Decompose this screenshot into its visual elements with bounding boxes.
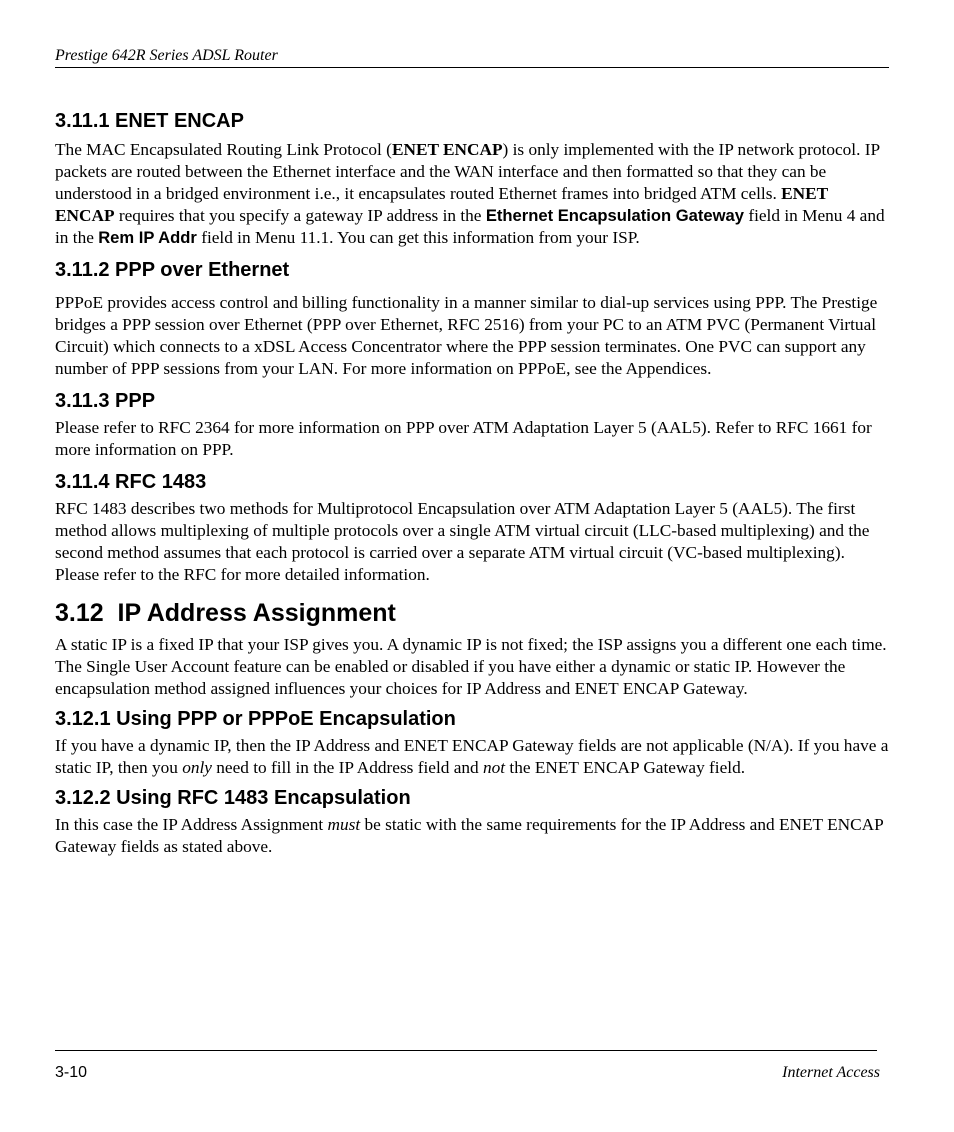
page-number: 3-10 [55,1064,88,1081]
paragraph-using-ppp-pppoe: If you have a dynamic IP, then the IP Address and ENET ENCAP Gateway fields are not applicable (N/A). If you have a static IP, then you only need to fill in the IP Address field and not the ENET ENCAP Gateway field. [55,736,889,777]
running-header: Prestige 642R Series ADSL Router [55,46,889,68]
heading-ip-address-assignment: 3.12 IP Address Assignment [55,599,396,627]
paragraph-rfc-1483: RFC 1483 describes two methods for Multiprotocol Encapsulation over ATM Adaptation Layer 5 (AAL5). The first method allows multiplexing of multiple protocols over a single ATM virtual circuit (LLC-based multiplexing) and the second method assumes that each protocol is carried over a separate ATM virtual circuit (VC-based multiplexing). Please refer to the RFC for more detailed information. [55,499,870,584]
paragraph-enet-encap: The MAC Encapsulated Routing Link Protocol (ENET ENCAP) is only implemented with the IP network protocol. IP packets are routed between the Ethernet interface and the WAN interface and then formatted so that they can be understood in a bridged environment i.e., it encapsulates routed Ethernet frames into bridged ATM cells. ENET ENCAP requires that you specify a gateway IP address in the Ethernet Encapsulation Gateway field in Menu 4 and in the Rem IP Addr field in Menu 11.1. You can get this information from your ISP. [55,140,885,247]
paragraph-ppp-over-ethernet: PPPoE provides access control and billing functionality in a manner similar to dial-up services using PPP. The Prestige bridges a PPP session over Ethernet (PPP over Ethernet, RFC 2516) from your PC to an ATM PVC (Permanent Virtual Circuit) which connects to a xDSL Access Concentrator where the PPP session terminates. One PVC can support any number of PPP sessions from your LAN. For more information on PPPoE, see the Appendices. [55,293,878,378]
paragraph-using-rfc-1483: In this case the IP Address Assignment must be static with the same requirements for the IP Address and ENET ENCAP Gateway fields as stated above. [55,815,884,856]
heading-ppp-over-ethernet: 3.11.2 PPP over Ethernet [55,259,290,281]
paragraph-ip-address-assignment: A static IP is a fixed IP that your ISP gives you. A dynamic IP is not fixed; the ISP assigns you a different one each time. The Single User Account feature can be enabled or disabled if you have either a dynamic or static IP. However the encapsulation method assigned influences your choices for IP Address and ENET ENCAP Gateway. [55,635,887,698]
page-content [55,108,889,858]
footer-rule [55,1050,877,1051]
heading-using-ppp-pppoe: 3.12.1 Using PPP or PPPoE Encapsulation [55,708,456,730]
chapter-title: Internet Access [782,1064,880,1081]
heading-using-rfc-1483: 3.12.2 Using RFC 1483 Encapsulation [55,787,411,809]
heading-enet-encap: 3.11.1 ENET ENCAP [55,110,244,132]
paragraph-ppp: Please refer to RFC 2364 for more information on PPP over ATM Adaptation Layer 5 (AAL5). Refer to RFC 1661 for more information on PPP. [55,418,872,459]
heading-rfc-1483: 3.11.4 RFC 1483 [55,471,207,493]
heading-ppp: 3.11.3 PPP [55,390,156,412]
